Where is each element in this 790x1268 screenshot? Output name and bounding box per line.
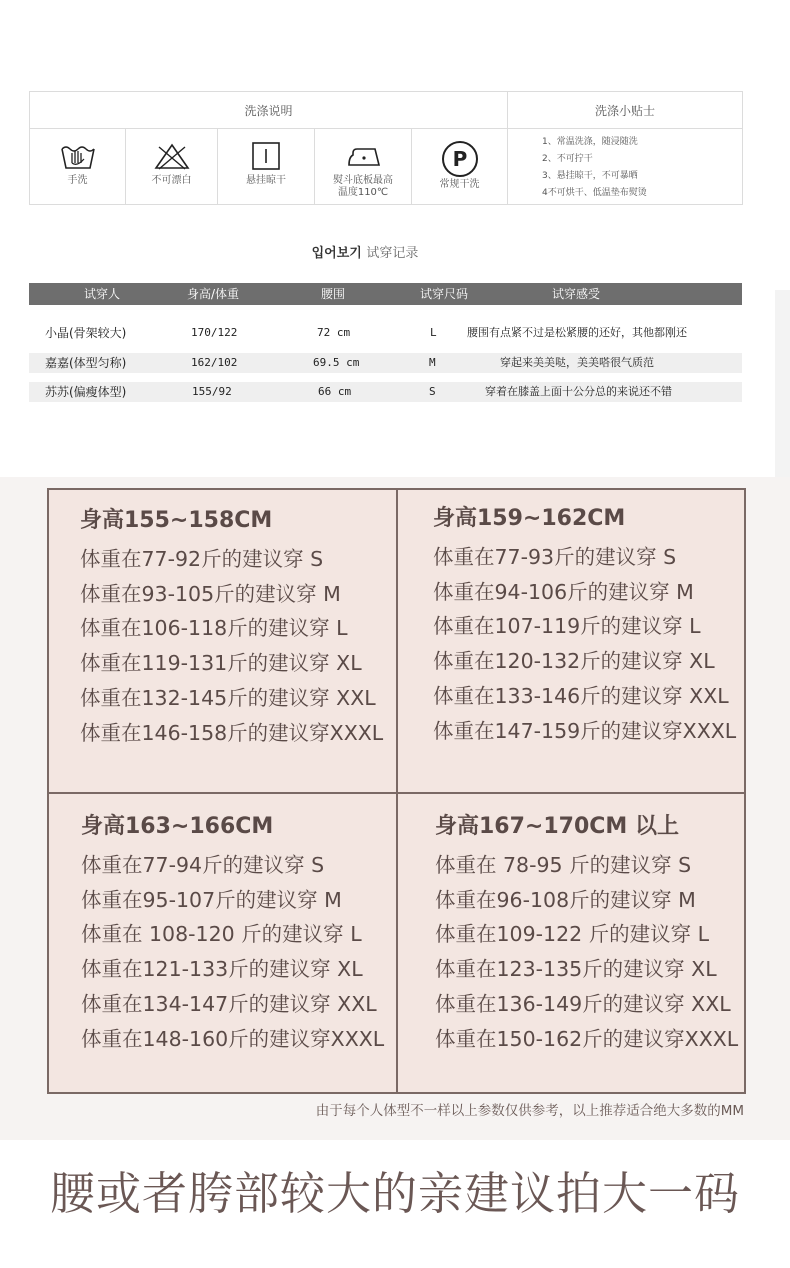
- try-on-title: [0, 242, 730, 261]
- dry-clean-icon: [440, 139, 480, 179]
- size-group-159-162: [433, 504, 736, 748]
- try-on-title-cn: 试穿记录: [366, 246, 419, 261]
- size-line: 体重在109-122 斤的建议穿 L: [435, 922, 710, 947]
- size-line: 体重在94-106斤的建议穿 M: [433, 579, 694, 604]
- wash-cell-iron: [315, 129, 412, 205]
- size-line: 体重在146-158斤的建议穿XXXL: [80, 720, 384, 745]
- size-group-title: 身高167~170CM 以上: [435, 814, 679, 839]
- size-line: 体重在 108-120 斤的建议穿 L: [81, 922, 362, 947]
- col-height-weight: 身高/体重: [187, 287, 240, 301]
- try-on-header-row: [29, 283, 742, 305]
- dry-clean-label: 常规干洗: [439, 179, 480, 190]
- size-line: 体重在136-149斤的建议穿 XXL: [435, 991, 731, 1016]
- size-line: 体重在132-145斤的建议穿 XXL: [80, 685, 376, 710]
- tester-feedback: 穿着在膝盖上面十公分总的来说还不错: [485, 385, 672, 398]
- size-line: 体重在121-133斤的建议穿 XL: [81, 957, 363, 982]
- no-bleach-icon: [152, 141, 192, 171]
- edge-decoration: [775, 290, 790, 477]
- tester-hw: 170/122: [191, 326, 238, 339]
- table-row: [29, 353, 742, 373]
- tester-waist: 66 cm: [318, 385, 352, 398]
- wash-cell-dry-clean: [412, 129, 508, 205]
- col-size: 试穿尺码: [420, 287, 469, 301]
- wash-tips-header: 洗涤小贴士: [508, 92, 742, 129]
- size-line: 体重在119-131斤的建议穿 XL: [80, 651, 362, 676]
- hand-wash-label: 手洗: [67, 175, 88, 186]
- grid-divider-vertical: [396, 490, 398, 1092]
- tester-name: 苏苏(偏瘦体型): [45, 385, 127, 399]
- iron-icon: [343, 141, 383, 171]
- size-group-155-158: [80, 506, 383, 750]
- table-row: [29, 323, 742, 343]
- iron-label: 熨斗底板最高 温度110℃: [333, 175, 393, 198]
- tester-size: L: [430, 326, 437, 339]
- size-line: 体重在106-118斤的建议穿 L: [80, 616, 348, 641]
- wash-tips-list: [508, 129, 742, 205]
- wash-instructions-header: 洗涤说明: [30, 92, 508, 129]
- size-line: 体重在148-160斤的建议穿XXXL: [81, 1026, 385, 1051]
- col-tester: 试穿人: [84, 287, 121, 301]
- size-line: 体重在93-105斤的建议穿 M: [80, 581, 341, 606]
- tester-waist: 69.5 cm: [313, 356, 360, 369]
- tester-feedback: 腰围有点紧不过是松紧腰的还好，其他都刚还: [467, 326, 687, 339]
- size-line: 体重在133-146斤的建议穿 XXL: [433, 683, 729, 708]
- size-line: 体重在123-135斤的建议穿 XL: [435, 957, 717, 982]
- wash-tip: 4不可烘干、低温垫布熨烫: [542, 188, 647, 198]
- size-line: 体重在134-147斤的建议穿 XXL: [81, 991, 377, 1016]
- svg-text:P: P: [452, 147, 467, 171]
- wash-tip: 3、悬挂晾干，不可暴晒: [542, 171, 638, 181]
- grid-divider-horizontal: [49, 792, 744, 794]
- size-group-title: 身高159~162CM: [433, 506, 626, 531]
- size-line: 体重在77-94斤的建议穿 S: [81, 853, 325, 877]
- size-line: 体重在77-92斤的建议穿 S: [80, 547, 324, 571]
- col-waist: 腰围: [321, 287, 346, 301]
- size-line: 体重在95-107斤的建议穿 M: [81, 887, 342, 912]
- size-line: 体重在 78-95 斤的建议穿 S: [435, 853, 692, 877]
- size-line: 体重在147-159斤的建议穿XXXL: [433, 718, 737, 743]
- wash-care-table: [29, 91, 743, 205]
- size-group-title: 身高155~158CM: [80, 508, 273, 533]
- size-group-title: 身高163~166CM: [81, 814, 274, 839]
- wash-cell-hang-dry: [218, 129, 315, 205]
- size-group-163-166: [81, 812, 384, 1056]
- size-up-advice: 腰或者胯部较大的亲建议拍大一码: [49, 1167, 740, 1220]
- size-line: 体重在96-108斤的建议穿 M: [435, 887, 696, 912]
- size-guide-grid: [47, 488, 746, 1094]
- size-guide-note: 由于每个人体型不一样以上参数仅供参考，以上推荐适合绝大多数的MM: [315, 1103, 744, 1119]
- tester-hw: 155/92: [192, 385, 232, 398]
- col-feedback: 试穿感受: [552, 287, 601, 301]
- size-group-167-170: [435, 812, 738, 1056]
- tester-name: 小晶(骨架较大): [45, 326, 127, 340]
- wash-tip: 1、常温洗涤，随浸随洗: [542, 137, 638, 147]
- table-row: [29, 382, 742, 402]
- tester-size: S: [429, 385, 436, 398]
- tester-waist: 72 cm: [317, 326, 351, 339]
- try-on-title-kr: 입어보기: [311, 246, 362, 261]
- size-line: 体重在107-119斤的建议穿 L: [433, 614, 701, 639]
- hand-wash-icon: [58, 141, 98, 171]
- hang-dry-icon: [246, 141, 286, 171]
- wash-cell-hand-wash: [30, 129, 126, 205]
- size-line: 体重在150-162斤的建议穿XXXL: [435, 1026, 739, 1051]
- size-line: 体重在77-93斤的建议穿 S: [433, 545, 677, 569]
- no-bleach-label: 不可漂白: [151, 175, 192, 186]
- hang-dry-label: 悬挂晾干: [246, 175, 286, 186]
- wash-tip: 2、不可拧干: [542, 154, 593, 164]
- tester-feedback: 穿起来美美哒，美美嗒很气质范: [500, 356, 654, 369]
- tester-size: M: [429, 356, 436, 369]
- tester-hw: 162/102: [191, 356, 238, 369]
- tester-name: 嘉嘉(体型匀称): [45, 356, 127, 370]
- wash-cell-no-bleach: [126, 129, 218, 205]
- size-line: 体重在120-132斤的建议穿 XL: [433, 649, 715, 674]
